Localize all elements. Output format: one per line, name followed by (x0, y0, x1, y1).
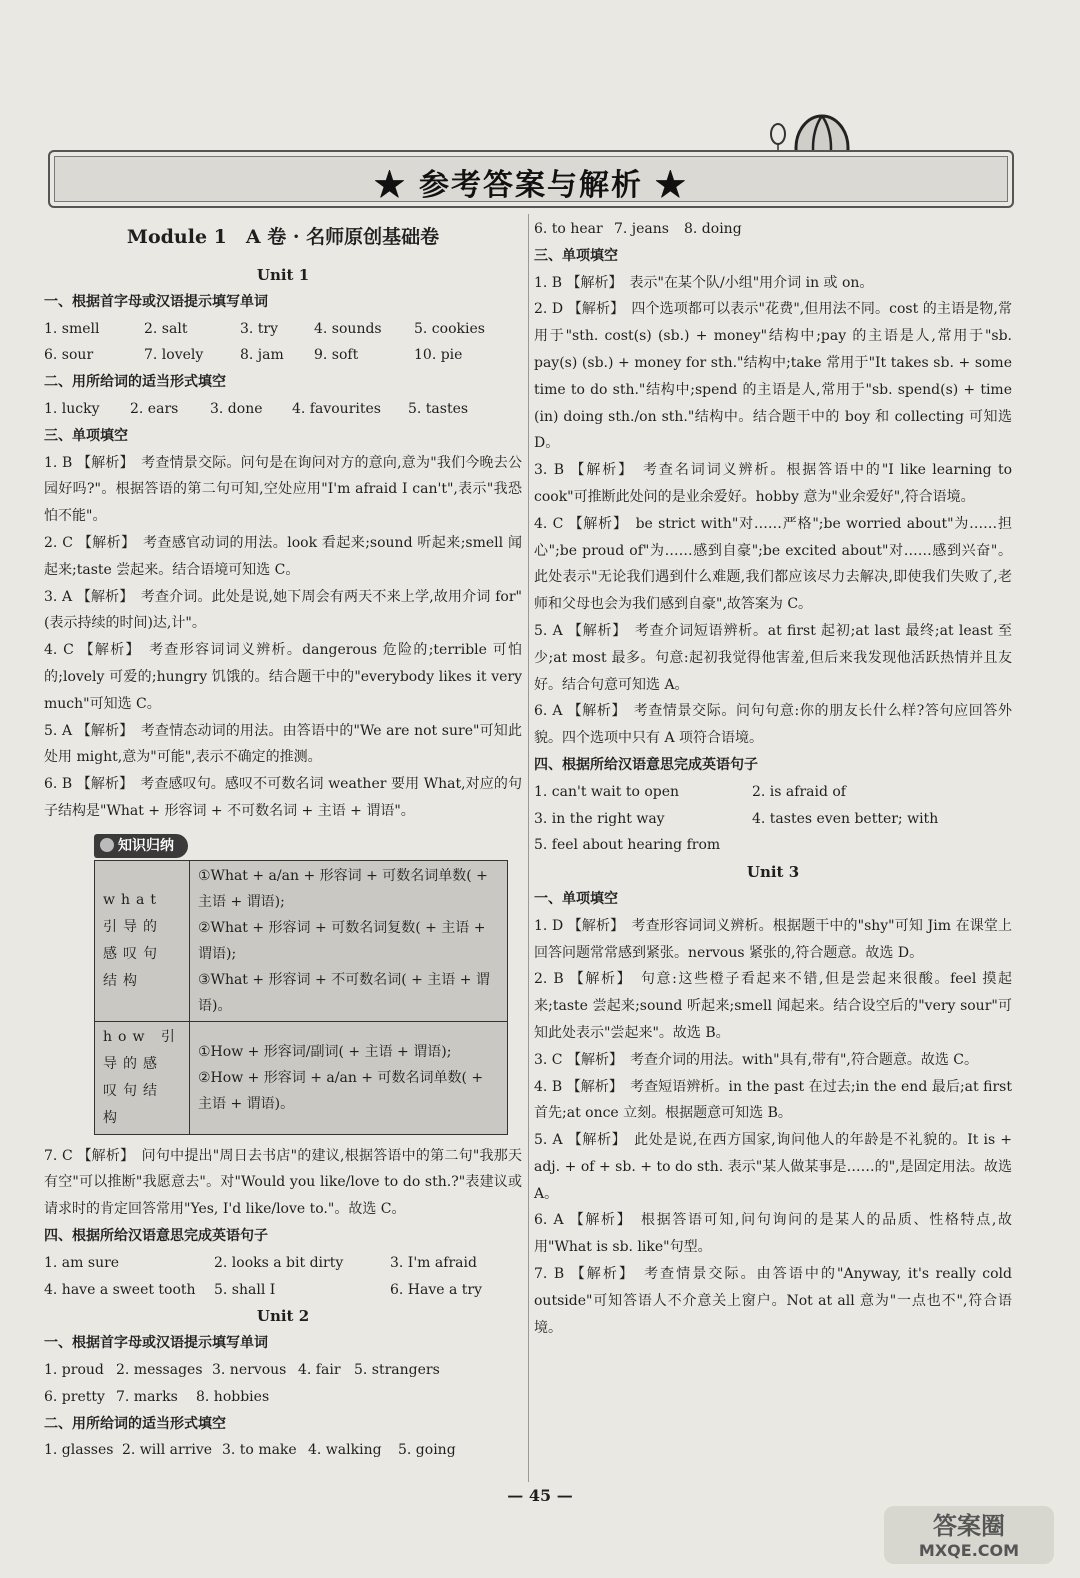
unit3-section1-title: 一、单项填空 (534, 890, 618, 907)
kb-what-label: what 引导的感叹句结构 (95, 860, 190, 1021)
answer-item: 4. walking (308, 1442, 382, 1459)
unit3-question-4: 4. B 【解析】 考查短语辨析。in the past 在过去;in the end 最后;at first 首先;at once 立刻。根据题意可知选 B。 (534, 1078, 1012, 1122)
left-column (44, 216, 522, 1464)
answer-item: 1. proud (44, 1361, 104, 1378)
page-number: — 45 — (507, 1486, 573, 1505)
answer-item: 2. salt (144, 320, 188, 337)
unit1-heading: Unit 1 (256, 266, 310, 284)
unit3-question-2: 2. B 【解析】 句意:这些橙子看起来不错,但是尝起来很酸。feel 摸起来;taste 尝起来;sound 听起来;smell 闻起来。结合设空后的"very sour"可知此处表示"尝起来"。故选 B。 (534, 971, 1012, 1041)
unit2-question-1: 1. B 【解析】 表示"在某个队/小组"用介词 in 或 on。 (534, 274, 874, 291)
unit2-question-2: 2. D 【解析】 四个选项都可以表示"花费",但用法不同。cost 的主语是物,常用于"sth. cost(s) (sb.) + money"结构中;pay 的主语是人,常用于"sb. pay(s) (sb.) + money for sth."结构中;take 常用于"It takes sb. + some time to do sth."结构中;spend 的主语是人,常用于"sb. spend(s) + time (in) doing sth./on sth."结构中。结合题干中的 boy 和 collecting 可知选 D。 (534, 301, 1012, 452)
answer-item: 5. shall I (214, 1281, 276, 1298)
answer-item: 4. tastes even better; with (752, 810, 939, 827)
kb-what-rule-2: ②What + 形容词 + 可数名词复数( + 主语 + 谓语); (198, 919, 486, 962)
kb-what-rule-3: ③What + 形容词 + 不可数名词( + 主语 + 谓语)。 (198, 971, 490, 1014)
answer-item: 5. feel about hearing from (534, 837, 721, 854)
answer-item: 3. done (210, 400, 263, 417)
answer-item: 2. will arrive (122, 1442, 213, 1459)
unit3-question-7: 7. B 【解析】 考查情景交际。由答语中的"Anyway, it's really cold outside"可知答语人不介意关上窗户。Not at all 意为"一点也不",符合语境。 (534, 1266, 1012, 1336)
answer-item: 5. cookies (414, 320, 485, 337)
answer-item: 4. sounds (314, 320, 382, 337)
unit3-question-6: 6. A 【解析】 根据答语可知,问句询问的是某人的品质、性格特点,故用"What is sb. like"句型。 (534, 1212, 1012, 1256)
unit1-section4-row2 (44, 1277, 522, 1304)
unit2-section1-title: 一、根据首字母或汉语提示填写单词 (44, 1335, 268, 1352)
unit2-section1-row1 (44, 1357, 522, 1384)
kb-how-label: how 引导的感叹句结构 (95, 1021, 190, 1134)
answer-item: 5. strangers (354, 1361, 440, 1378)
answer-item: 8. hobbies (196, 1388, 270, 1405)
unit2-section4-row1 (534, 779, 1012, 806)
knowledge-summary-box (94, 833, 508, 1135)
kb-what-rule-1: ①What + a/an + 形容词 + 可数名词单数( + 主语 + 谓语); (198, 867, 488, 910)
unit1-section2-title: 二、用所给词的适当形式填空 (44, 374, 226, 391)
kb-how-rule-2: ②How + 形容词 + a/an + 可数名词单数( + 主语 + 谓语)。 (198, 1069, 484, 1112)
answer-item: 1. lucky (44, 400, 100, 417)
unit2-question-5: 5. A 【解析】 考查介词短语辨析。at first 起初;at last 最终;at least 至少;at most 最多。句意:起初我觉得他害羞,但后来我发现他活跃热情并且友好。结合句意可知选 A。 (534, 622, 1012, 693)
unit1-question-6: 6. B 【解析】 考查感叹句。感叹不可数名词 weather 要用 What,对应的句子结构是"What + 形容词 + 不可数名词 + 主语 + 谓语"。 (44, 776, 522, 819)
kb-how-rules (190, 1021, 508, 1134)
answer-item: 10. pie (414, 347, 463, 364)
answer-item: 6. Have a try (390, 1281, 483, 1298)
unit2-question-3: 3. B 【解析】 考查名词词义辨析。根据答语中的"I like learning to cook"可推断此处问的是业余爱好。hobby 意为"业余爱好",符合语境。 (534, 462, 1012, 505)
unit1-section1-title: 一、根据首字母或汉语提示填写单词 (44, 293, 268, 310)
unit2-section2-row1 (44, 1437, 522, 1464)
unit2-heading: Unit 2 (256, 1307, 310, 1326)
answer-item: 8. doing (684, 221, 742, 237)
unit2-section4-row2 (534, 806, 1012, 833)
knowledge-summary-label (94, 834, 188, 858)
unit2-question-4: 4. C 【解析】 be strict with"对……严格";be worried about"为……担心";be proud of"为……感到自豪";be excited about"对……感到兴奋"。此处表示"无论我们遇到什么难题,我们都应该尽力去解决,即使我们失败了,老师和父母也会为我们感到自豪",故答案为 C。 (534, 515, 1012, 613)
unit1-question-5: 5. A 【解析】 考查情态动词的用法。由答语中的"We are not sure"可知此处用 might,意为"可能",表示不确定的推测。 (44, 722, 522, 766)
unit2-section1-row2 (44, 1384, 522, 1411)
answer-item: 4. favourites (292, 400, 381, 417)
answer-item: 7. jeans (614, 221, 669, 237)
unit1-question-3: 3. A 【解析】 考查介词。此处是说,她下周会有两天不来上学,故用介词 for"(表示持续的时间)达,计"。 (44, 588, 522, 632)
lightbulb-icon (100, 838, 114, 852)
unit1-question-4: 4. C 【解析】 考查形容词词义辨析。dangerous 危险的;terrible 可怕的;lovely 可爱的;hungry 饥饿的。结合题干中的"everybody likes it very much"可知选 C。 (44, 642, 522, 712)
answer-item: 2. ears (130, 400, 179, 417)
unit2-section3-title: 三、单项填空 (534, 247, 618, 264)
answer-item: 8. jam (240, 347, 284, 364)
answer-item: 2. messages (116, 1361, 203, 1378)
answer-item: 1. glasses (44, 1442, 114, 1459)
answer-item: 3. try (240, 320, 279, 337)
answer-item: 1. am sure (44, 1254, 120, 1271)
unit1-section1-row2 (44, 342, 522, 369)
answer-item: 1. smell (44, 320, 100, 337)
unit2-section4-title: 四、根据所给汉语意思完成英语句子 (534, 756, 758, 773)
knowledge-summary-table (94, 860, 508, 1135)
answer-item: 6. sour (44, 347, 94, 364)
answer-item: 1. can't wait to open (534, 783, 680, 800)
unit2-section2-row2 (534, 216, 1012, 243)
right-column (534, 216, 1012, 1341)
answer-item: 6. to hear (534, 221, 603, 237)
page-title: ★ 参考答案与解析 ★ (374, 168, 688, 203)
svg-text:MXQE.COM: MXQE.COM (918, 1541, 1020, 1560)
answer-item: 5. going (398, 1442, 456, 1459)
watermark-logo (880, 1500, 1060, 1570)
unit1-section2-row1 (44, 396, 522, 423)
kb-what-rules (190, 860, 508, 1021)
unit2-section2-title: 二、用所给词的适当形式填空 (44, 1415, 226, 1432)
unit1-section1-row1 (44, 316, 522, 343)
knowledge-summary-text: 知识归纳 (118, 837, 174, 854)
answer-item: 2. is afraid of (752, 783, 846, 800)
answer-item: 6. pretty (44, 1388, 105, 1405)
svg-text:答案圈: 答案圈 (933, 1512, 1005, 1540)
answer-item: 5. tastes (408, 400, 469, 417)
answer-item: 9. soft (314, 347, 359, 364)
unit3-question-1: 1. D 【解析】 考查形容词词义辨析。根据题干中的"shy"可知 Jim 在课堂上回答问题常常感到紧张。nervous 紧张的,符合题意。故选 D。 (534, 917, 1012, 961)
unit3-question-3: 3. C 【解析】 考查介词的用法。with"具有,带有",符合题意。故选 C。 (534, 1051, 979, 1068)
answer-item: 3. in the right way (534, 810, 665, 827)
unit2-section4-row3 (534, 832, 1012, 859)
answer-item: 3. nervous (212, 1361, 287, 1378)
answer-item: 2. looks a bit dirty (214, 1254, 344, 1271)
module-title: Module 1 A 卷 · 名师原创基础卷 (126, 226, 440, 248)
kb-how-rule-1: ①How + 形容词/副词( + 主语 + 谓语); (198, 1043, 452, 1060)
unit1-section3-title: 三、单项填空 (44, 427, 128, 444)
unit2-question-6: 6. A 【解析】 考查情景交际。问句句意:你的朋友长什么样?答句应回答外貌。四个选项中只有 A 项符合语境。 (534, 703, 1012, 747)
answer-item: 4. have a sweet tooth (44, 1281, 196, 1298)
page-title-box (48, 150, 1014, 208)
column-divider (528, 214, 529, 1482)
unit1-section4-row1 (44, 1250, 522, 1277)
unit3-question-5: 5. A 【解析】 此处是说,在西方国家,询问他人的年龄是不礼貌的。It is + adj. + of + sb. + to do sth. 表示"某人做某事是……的",是固定用法。故选 A。 (534, 1132, 1012, 1202)
answer-item: 4. fair (298, 1361, 341, 1378)
unit1-section4-title: 四、根据所给汉语意思完成英语句子 (44, 1227, 268, 1244)
answer-item: 7. marks (116, 1388, 178, 1405)
unit3-heading: Unit 3 (746, 863, 800, 882)
unit1-question-2: 2. C 【解析】 考查感官动词的用法。look 看起来;sound 听起来;smell 闻起来;taste 尝起来。结合语境可知选 C。 (44, 534, 522, 578)
unit1-question-7: 7. C 【解析】 问句中提出"周日去书店"的建议,根据答语中的第二句"我那天有空"可以推断"我愿意去"。对"Would you like/love to do sth.?"表建议或请求时的肯定回答常用"Yes, I'd like/love to."。故选 C。 (44, 1147, 522, 1218)
answer-item: 7. lovely (144, 347, 204, 364)
unit1-question-1: 1. B 【解析】 考查情景交际。问句是在询问对方的意向,意为"我们今晚去公园好吗?"。根据答语的第二句可知,空处应用"I'm afraid I can't",表示"我恐怕不能"。 (44, 454, 522, 525)
answer-item: 3. I'm afraid (390, 1254, 477, 1271)
answer-item: 3. to make (222, 1442, 297, 1459)
